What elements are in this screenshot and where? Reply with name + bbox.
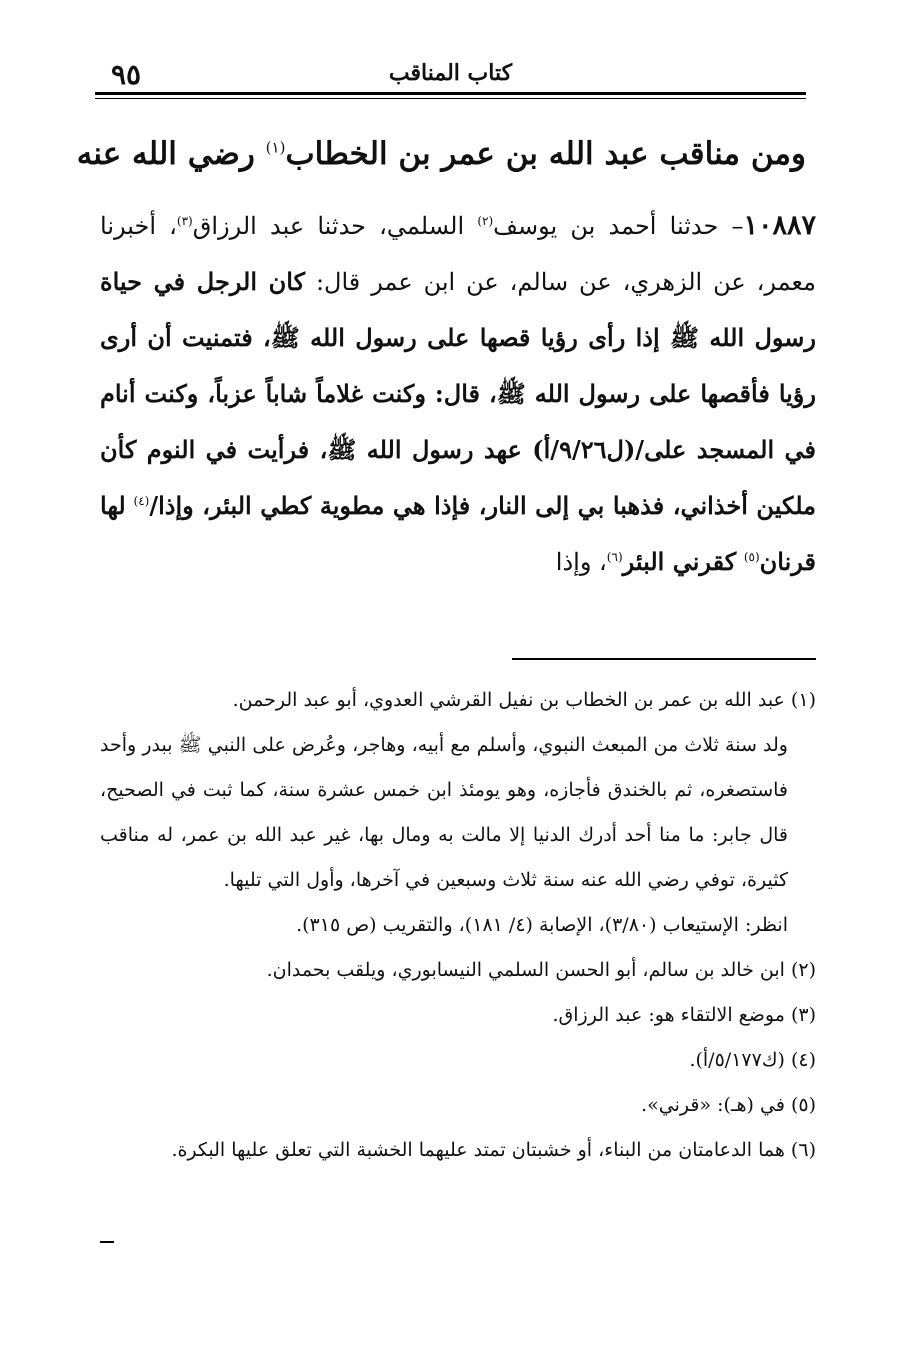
footnote-separator (512, 658, 816, 660)
heading-note-ref: (١) (265, 138, 286, 157)
header-rule-thin (95, 98, 806, 99)
note-ref-6: (٦) (606, 550, 623, 564)
page-number: ٩٥ (111, 58, 142, 91)
section-heading (76, 136, 806, 172)
hadith-text (100, 198, 816, 590)
footnote-5: (٥) في (هـ): «قرني». (641, 1094, 816, 1116)
footnote-4: (٤) (ك٥/١٧٧/أ). (689, 1049, 816, 1071)
footnote-1: (١) عبد الله بن عمر بن الخطاب بن نفيل القرشي العدوي، أبو عبد الرحمن. (232, 689, 816, 711)
isnad-part-1: – حدثنا أحمد بن يوسف (493, 212, 744, 240)
footnote-3: (٣) موضع الالتقاء هو: عبد الرزاق. (552, 1004, 816, 1026)
note-ref-3: (٣) (176, 214, 193, 228)
header-rule-thick (95, 92, 806, 95)
note-ref-4: (٤) (133, 494, 150, 508)
isnad-part-3: ، أخبرنا معمر، عن الزهري، عن سالم، عن ابن عمر قال: (100, 212, 816, 296)
book-title: كتاب المناقب (388, 60, 513, 86)
footnote-1-references: انظر: الإستيعاب (٣/٨٠)، الإصابة (٤/ ١٨١)، والتقريب (ص ٣١٥). (296, 914, 788, 936)
note-ref-2: (٢) (477, 214, 494, 228)
page-end-mark (100, 1241, 114, 1243)
footnote-1-biography: ولد سنة ثلاث من المبعث النبوي، وأسلم مع أبيه، وهاجر، وعُرض على النبي ﷺ ببدر وأحد فاستصغره، ثم بالخندق فأجازه، وهو يومئذ ابن خمس عشرة سنة، كما ثبت في الصحيح، قال جابر: ما منا أحد أدرك الدنيا إلا مالت به ومال بها، غير عبد الله بن عمر، له مناقب كثيرة، توفي رضي الله عنه سنة ثلاث وسبعين في آخرها، وأول التي تليها. (100, 734, 788, 891)
matn-part-3: كقرني البئر (622, 547, 737, 576)
footnote-2: (٢) ابن خالد بن سالم، أبو الحسن السلمي النيسابوري، ويلقب بحمدان. (266, 959, 816, 981)
isnad-part-2: السلمي، حدثنا عبد الرزاق (192, 212, 465, 240)
matn-part-2: لها قرنان (100, 491, 816, 576)
hadith-number: ١٠٨٨٧ (743, 210, 817, 241)
matn-part-1: كان الرجل في حياة رسول الله ﷺ إذا رأى رؤيا قصها على رسول الله ﷺ، فتمنيت أن أرى رؤيا فأقصها على رسول الله ﷺ، قال: وكنت غلاماً شاباً عزباً، وكنت أنام في المسجد على/(ل٩/٢٦/أ) عهد رسول الله ﷺ، فرأيت في النوم كأن ملكين أخذاني، فذهبا بي إلى النار، فإذا هي مطوية كطي البئر، وإذا/ (100, 267, 816, 520)
footnotes (100, 678, 816, 1173)
heading-text: ومن مناقب عبد الله بن عمر بن الخطاب (285, 136, 806, 172)
note-ref-5: (٥) (743, 550, 760, 564)
heading-suffix: رضي الله عنه (76, 136, 255, 172)
footnote-6: (٦) هما الدعامتان من البناء، أو خشبتان تمتد عليهما الخشبة التي تعلق عليها البكرة. (171, 1139, 816, 1161)
matn-part-4: ، وإذا (555, 548, 607, 576)
